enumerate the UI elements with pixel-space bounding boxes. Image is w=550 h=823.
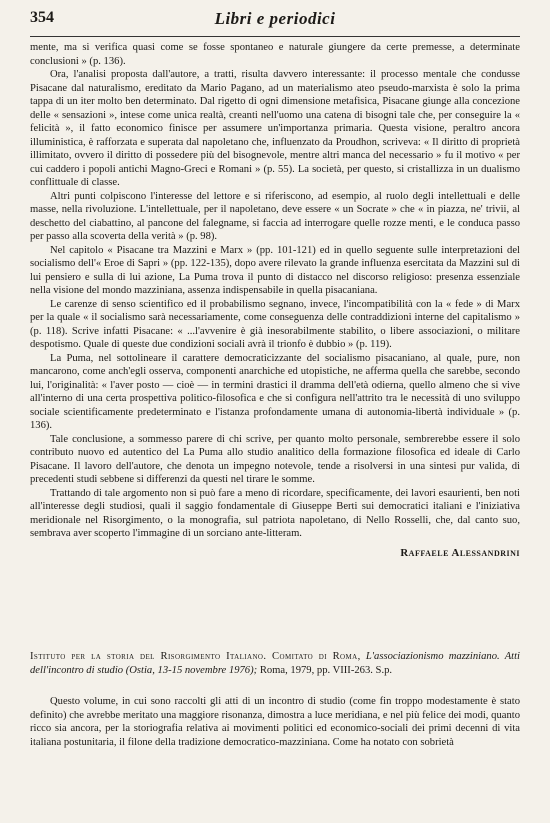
header-rule [30, 36, 520, 37]
paragraph-intellectuals: Altri punti colpiscono l'interesse del lettore e si riferiscono, ad esempio, al ruolo degli intellettuali e delle masse, nella rivoluzione. L'intellettuale, per il napoletano, deve essere « un Socrate » che « in piazza, ne' trivii, al deschetto del ciabattino, al pancone del falegname, si faccia ad interrogare quelle rozze menti, e le conduca passo per passo alla scoverta della verità » (p. 98). [30, 190, 520, 242]
citation-publication: Roma, 1979, pp. VIII-263. S.p. [259, 664, 393, 676]
paragraph-continuation: mente, ma si verifica quasi come se fosse spontaneo e naturale giungere da certe premesse, a determinate conclusioni » (p. 136). [30, 42, 520, 67]
page-number: 354 [30, 9, 54, 26]
citation-title: L'associazionismo mazziniano. Atti dell'incontro di studio (Ostia, 13-15 novembre 1976); [30, 651, 521, 676]
page-header [30, 6, 520, 34]
running-head: Libri e periodici [214, 9, 336, 28]
citation-institution: Istituto per la storia del Risorgimento Italiano. Comitato di Roma, [30, 651, 361, 662]
paragraph-mazzini-marx: Nel capitolo « Pisacane tra Mazzini e Marx » (pp. 101-121) ed in quello seguente sulle interpretazioni del socialismo dell'« Eroe di Sapri » (pp. 122-135), dopo avere rilevato la grande influenza esercitata da Mazzini sul di lui pensiero e sulla di lui azione, La Puma trova il punto di distacco nel discorso religioso: presenza essenziale nella visione del mondo mazziniana, assenza indispensabile in quella pisacaniana. [30, 244, 520, 296]
review-body [30, 41, 520, 560]
paragraph-analysis: Ora, l'analisi proposta dall'autore, a tratti, risulta davvero interessante: il processo mentale che condusse Pisacane dal naturalismo, ereditato da Mario Pagano, ad un materialismo ateo pseudo-marxista è solo la prima tappa di un iter molto ben determinato. Dal rigetto di ogni dimensione metafisica, Pisacane giunge alla concezione delle « sensazioni », intese come unica realtà, creanti nell'uomo una catena di bisogni tale che, per conseguire la « felicità », il fatto economico finisce per assumere un'importanza primaria. Questa visione, peraltro ancora illuministica, è rafforzata e superata dal napoletano che, influenzato da Proudhon, scriveva: « Il diritto di proprietà illimitato, ovvero il diritto di possedere più del bisognevole, mentre altri manca del necessario » fu il motivo « per cui caddero i popoli antichi Magno-Greci e Romani » (p. 55). La società, per questo, si cristallizza in un dualismo conflittuale di classe. [30, 69, 520, 188]
review-first-paragraph: Questo volume, in cui sono raccolti gli atti di un incontro di studio (come fin troppo modestamente è stato definito) che avrebbe meritato una maggiore risonanza, dimostra a luce meridiana, e nel più felice dei modi, quanto ricco sia ancora, per la storiografia relativa ai movimenti politici ed economico-sociali dei primi decenni di vita italiana postunitaria, il filone della tradizione democratico-mazziniana. Come ha notato con sobrietà [30, 696, 520, 748]
paragraph-scientific: Le carenze di senso scientifico ed il probabilismo segnano, invece, l'incompatibilità con la « fede » di Marx per la quale « il socialismo sarà necessariamente, come conseguenza delle contraddizioni interne del capitalismo » (p. 118). Scrive infatti Pisacane: « ...l'avvenire è già inesorabilmente stabilito, o libere associazioni, o militare despotismo. Quale di queste due condizioni sociali avrà il trionfo è dubbio » (p. 119). [30, 298, 520, 350]
paragraph-references: Trattando di tale argomento non si può fare a meno di ricordare, specificamente, dei lavori esaurienti, ben noti all'interesse degli studiosi, quali il saggio fondamentale di Giuseppe Berti sui democratici italiani e l'iniziativa meridionale nel Risorgimento, o la monografia, sul patriota napoletano, di Nello Rosselli, che, dal canto suo, sembrava aver scoperto l'immagine di un sorciano ante-litteram. [30, 487, 520, 539]
reviewer-signature: Raffaele Alessandrini [400, 546, 520, 559]
next-review [30, 650, 520, 760]
paragraph-conclusion: Tale conclusione, a sommesso parere di chi scrive, per quanto molto personale, sembrerebbe essere il solo contributo nuovo ed autentico del La Puma allo studio analitico della formazione filosofica ed ideale di Carlo Pisacane. Il lavoro dell'autore, che denota un impegno notevole, tende a risolversi in una sintesi pur valida, di precedenti studi sebbene si differenzi da questi nel tirare le somme. [30, 433, 520, 485]
paragraph-originality: La Puma, nel sottolineare il carattere democraticizzante del socialismo pisacaniano, al quale, pure, non mancarono, come anch'egli osserva, componenti anarchiche ed utopistiche, ne afferma quella che sarebbe, secondo lui, l'originalità: « l'aver posto — cioè — in termini drastici il dramma dell'età odierna, quello almeno che si vive all'interno di una certa prospettiva politico-filosofica e che si configura nell'attrito tra le necessità di uno sviluppo sociale scientificamente predeterminato e l'istanza profondamente umana di autonomia-libertà individuale » (p. 136). [30, 352, 520, 431]
book-citation [30, 650, 520, 677]
